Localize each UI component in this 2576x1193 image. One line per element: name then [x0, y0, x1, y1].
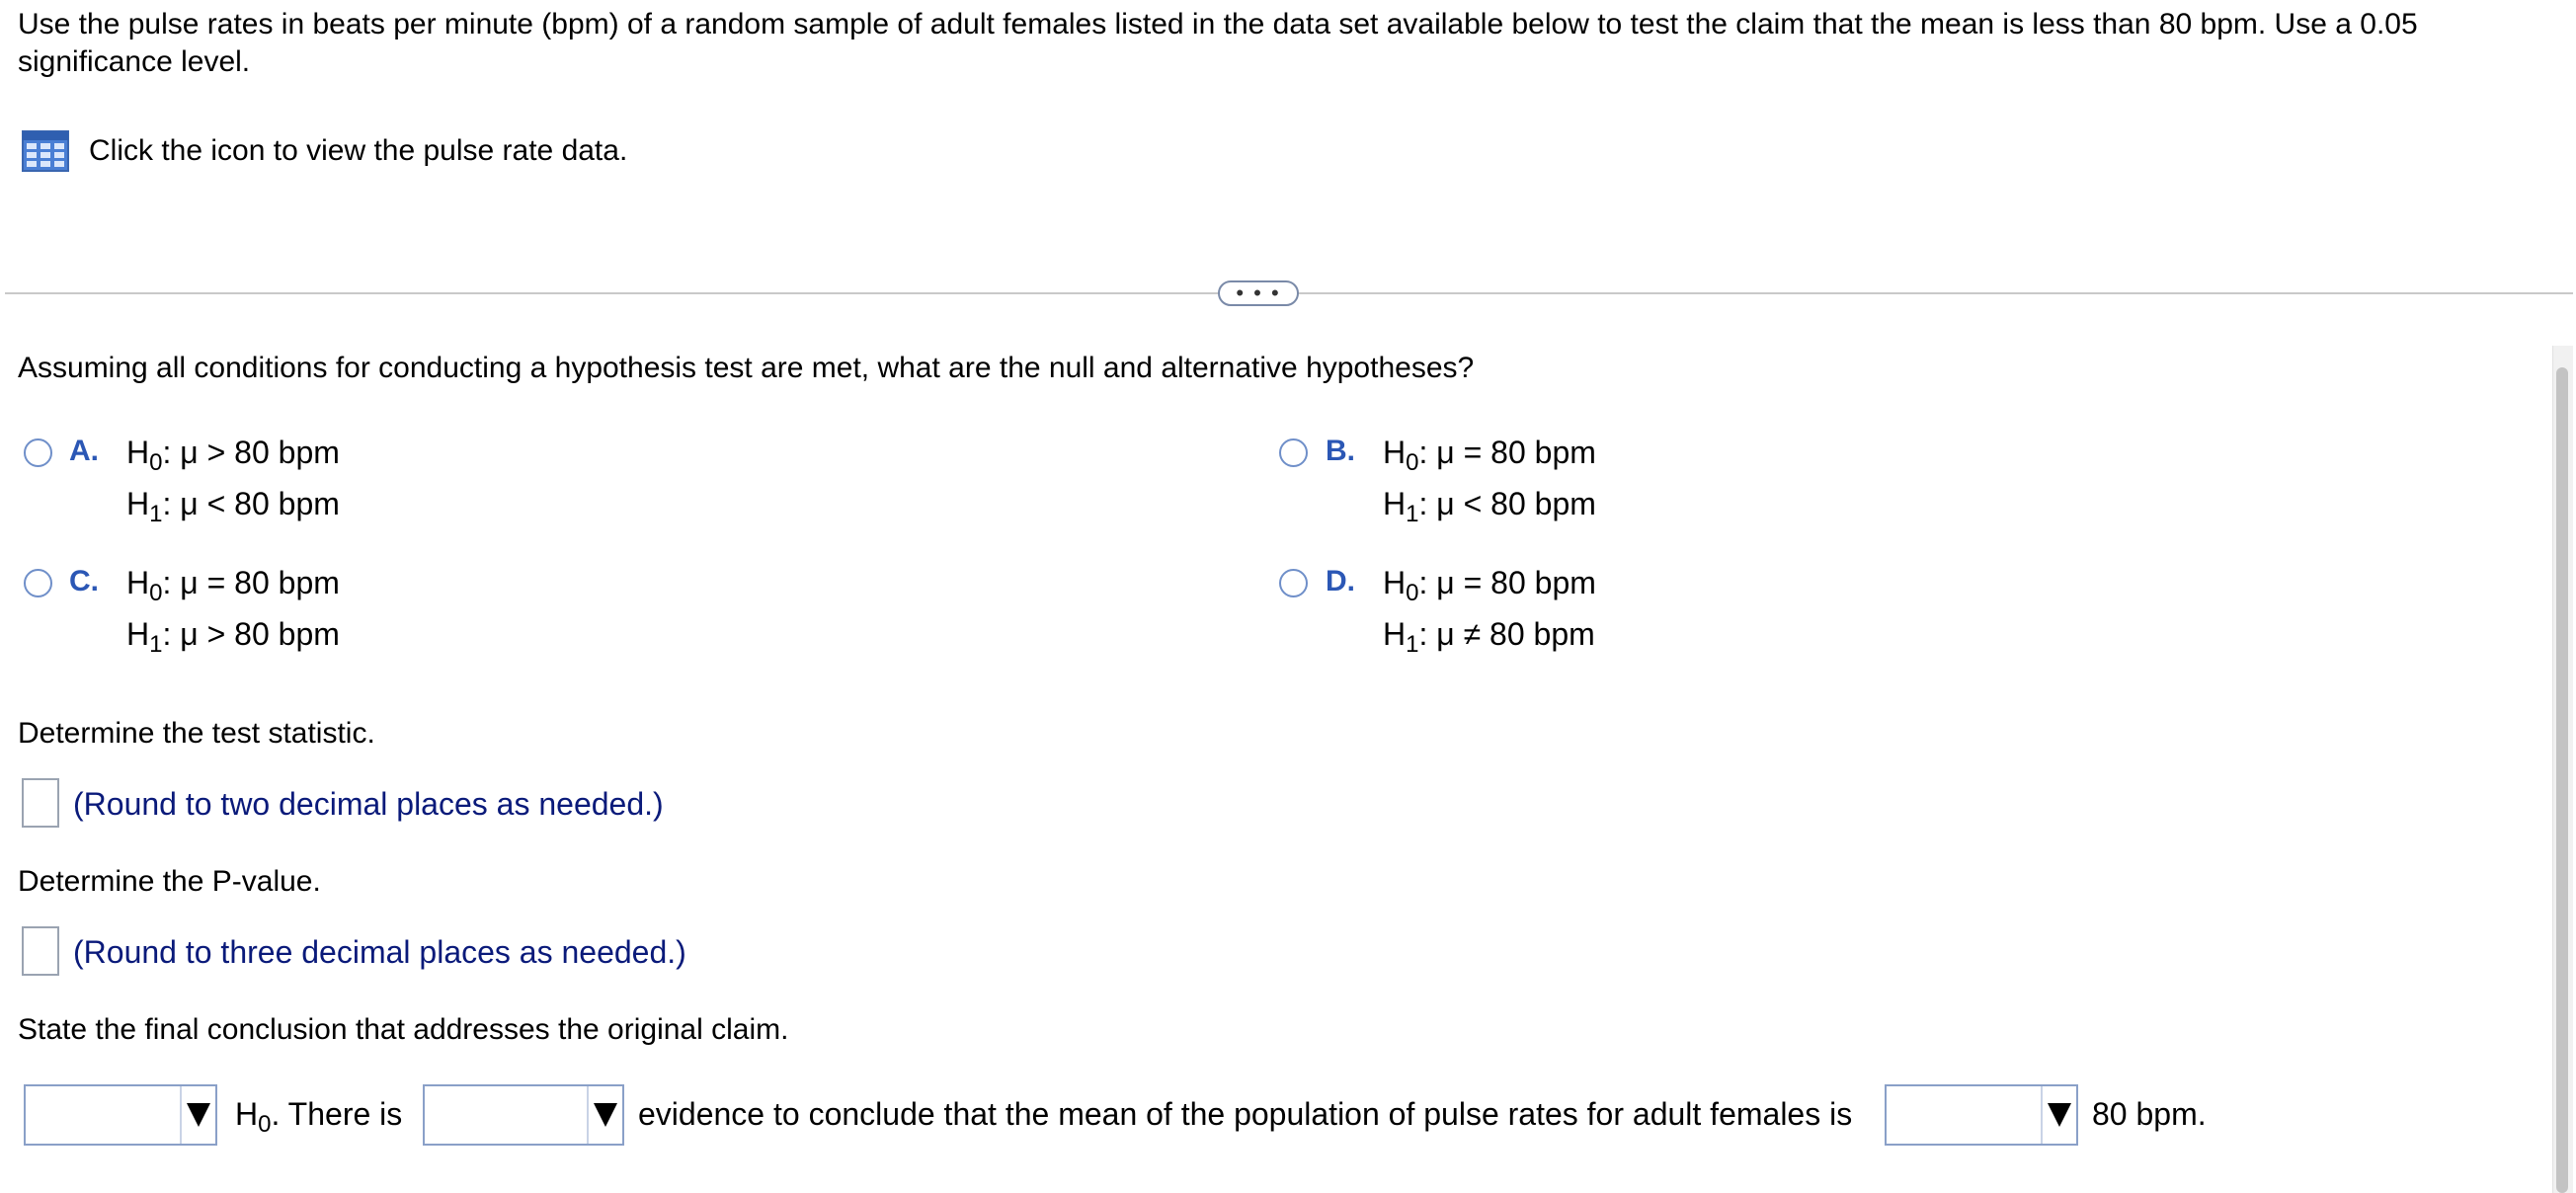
option-a-radio[interactable] — [24, 438, 52, 467]
option-d-letter: D. — [1326, 565, 1355, 597]
conclusion-end-text: 80 bpm. — [2092, 1096, 2207, 1132]
evidence-select[interactable] — [423, 1084, 624, 1146]
option-a-letter: A. — [69, 435, 99, 467]
comparison-select[interactable] — [1885, 1084, 2078, 1146]
scrollbar-thumb[interactable] — [2556, 367, 2568, 1193]
option-d-h0-relation: μ = 80 bpm — [1436, 565, 1596, 600]
reject-decision-select[interactable] — [24, 1084, 217, 1146]
option-c-radio[interactable] — [24, 569, 52, 597]
test-statistic-input[interactable] — [22, 778, 59, 828]
option-d-h0: $H_0$: μ = 80 bpm — [1383, 565, 1596, 606]
option-c-h1: $H_1$: μ > 80 bpm — [126, 616, 340, 658]
data-link-label[interactable]: Click the icon to view the pulse rate data. — [89, 134, 628, 167]
option-d-h1-relation: μ ≠ 80 bpm — [1436, 616, 1595, 652]
comparison-dropdown[interactable] — [2041, 1086, 2076, 1144]
conclusion-middle-text: evidence to conclude that the mean of the population of pulse rates for adult females is — [638, 1096, 1853, 1132]
option-c-h0-relation: μ = 80 bpm — [180, 565, 340, 600]
conclusion-there-is: . There is — [271, 1096, 403, 1132]
option-b-h0-relation: μ = 80 bpm — [1436, 435, 1596, 470]
p-value-input[interactable] — [22, 926, 59, 976]
option-b-letter: B. — [1326, 435, 1355, 467]
option-c-letter: C. — [69, 565, 99, 597]
option-b-h1-relation: μ < 80 bpm — [1436, 486, 1596, 521]
option-a-h1: $H_1$: μ < 80 bpm — [126, 486, 340, 527]
test-statistic-hint: (Round to two decimal places as needed.) — [73, 786, 664, 822]
option-b-h0: $H_0$: μ = 80 bpm — [1383, 435, 1596, 476]
chevron-down-icon — [2048, 1103, 2071, 1127]
conclusion-label: State the final conclusion that addresses the original claim. — [18, 1013, 789, 1046]
conclusion-h0-text: $H_0$. There is — [235, 1096, 403, 1138]
chevron-down-icon — [594, 1103, 617, 1127]
option-b-h1: $H_1$: μ < 80 bpm — [1383, 486, 1596, 527]
p-value-label: Determine the P-value. — [18, 865, 321, 898]
chevron-down-icon — [187, 1103, 210, 1127]
test-statistic-label: Determine the test statistic. — [18, 717, 375, 750]
option-d-h1: $H_1$: μ ≠ 80 bpm — [1383, 616, 1595, 658]
option-a-h0-relation: μ > 80 bpm — [180, 435, 340, 470]
reject-decision-dropdown[interactable] — [180, 1086, 215, 1144]
hypotheses-prompt: Assuming all conditions for conducting a hypothesis test are met, what are the null and alternative hypotheses? — [18, 352, 1475, 384]
pulse-data-link[interactable] — [22, 128, 627, 174]
more-button[interactable]: • • • — [1218, 280, 1299, 306]
p-value-hint: (Round to three decimal places as needed.) — [73, 934, 686, 970]
option-c-h0: $H_0$: μ = 80 bpm — [126, 565, 340, 606]
option-b-radio[interactable] — [1279, 438, 1308, 467]
table-grid-icon[interactable] — [22, 130, 69, 172]
evidence-dropdown[interactable] — [587, 1086, 622, 1144]
option-a-h1-relation: μ < 80 bpm — [180, 486, 340, 521]
option-d-radio[interactable] — [1279, 569, 1308, 597]
option-a-h0: $H_0$: μ > 80 bpm — [126, 435, 340, 476]
problem-statement: Use the pulse rates in beats per minute (bpm) of a random sample of adult females listed in the data set available below to test the claim that the mean is less than 80 bpm. Use a 0.05 significance level. — [18, 8, 2418, 78]
option-c-h1-relation: μ > 80 bpm — [180, 616, 340, 652]
